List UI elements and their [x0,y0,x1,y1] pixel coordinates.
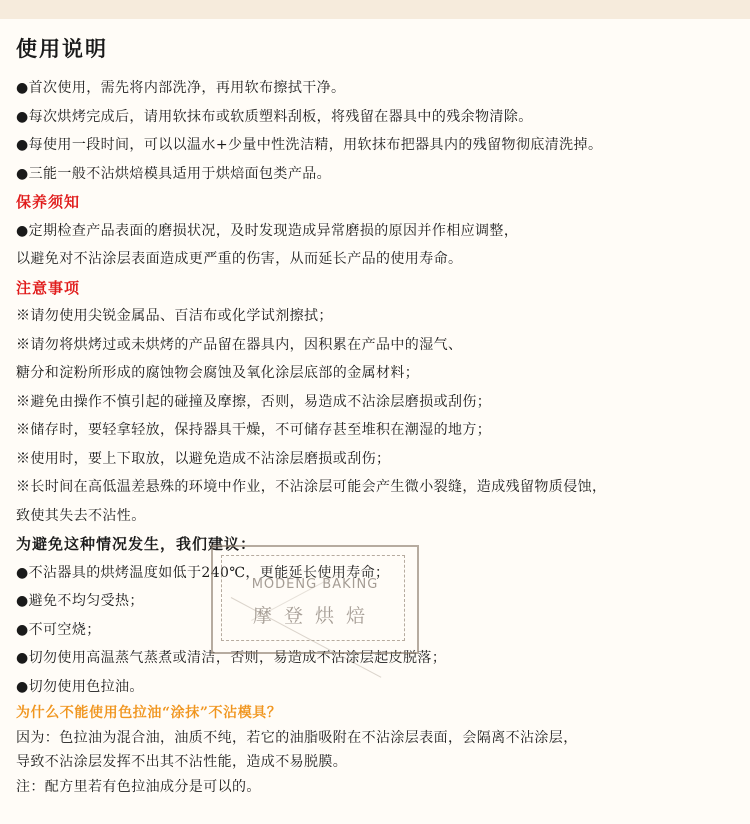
faq-answer-line: 因为：色拉油为混合油，油质不纯，若它的油脂吸附在不沾涂层表面，会隔离不沾涂层， [16,729,578,746]
advice-heading: 为避免这种情况发生，我们建议： [16,535,257,553]
watermark-english: MODENG BAKING [251,577,379,592]
notice-item: ※长时间在高低温差悬殊的环境中作业，不沾涂层可能会产生微小裂缝，造成残留物质侵蚀， [16,479,607,495]
faq-answer-line: 导致不沾涂层发挥不出其不沾性能，造成不易脱膜。 [16,754,348,770]
notice-item: ※请勿使用尖锐金属品、百洁布或化学试剂擦拭； [16,308,333,324]
watermark-chinese: 摩登烘焙 [252,605,377,627]
maintenance-section [16,217,738,274]
faq-answer-line: 注：配方里若有色拉油成分是可以的。 [16,778,261,795]
notice-item: ※储存时，要轻拿轻放，保持器具干燥，不可储存甚至堆积在潮湿的地方； [16,422,492,438]
notice-section [16,302,738,530]
faq-answer [16,726,738,800]
notice-item: 致使其失去不沾性。 [16,507,146,524]
advice-item: ●切勿使用色拉油。 [16,678,144,695]
maintenance-item: ●定期检查产品表面的磨损状况，及时发现造成异常磨损的原因并作相应调整， [16,222,519,239]
usage-item: ●三能一般不沾烘焙模具适用于烘焙面包类产品。 [16,165,332,182]
notice-item: ※避免由操作不慎引起的碰撞及摩擦，否则，易造成不沾涂层磨损或刮伤； [16,393,492,410]
usage-item: ●每次烘烤完成后，请用软抹布或软质塑料刮板，将残留在器具中的残余物清除。 [16,108,533,125]
maintenance-heading: 保养须知 [16,193,81,211]
page-title: 使用说明 [16,36,108,61]
watermark-inner-frame [221,555,405,641]
usage-item: ●每使用一段时间，可以以温水+少量中性洗洁精，用软抹布把器具内的残留物彻底清洗掉。 [16,137,603,153]
advice-item: ●避免不均匀受热； [16,593,144,609]
faq-question: 为什么不能使用色拉油“涂抹”不沾模具？ [16,705,282,721]
instructions-document [16,26,738,799]
notice-item: 糖分和淀粉所形成的腐蚀物会腐蚀及氧化涂层底部的金属材料； [16,365,420,381]
brand-watermark [211,545,419,654]
usage-item: ●首次使用，需先将内部洗净，再用软布擦拭干净。 [16,80,346,96]
top-band [0,0,750,19]
advice-item: ●不沾器具的烘烤温度如低于240℃，更能延长使用寿命； [16,564,390,581]
advice-item: ●不可空烧； [16,621,101,638]
advice-item: ●切勿使用高温蒸气蒸煮或清洁，否则，易造成不沾涂层起皮脱落； [16,650,447,666]
usage-section [16,74,738,188]
maintenance-item: 以避免对不沾涂层表面造成更严重的伤害，从而延长产品的使用寿命。 [16,251,463,267]
notice-item: ※请勿将烘烤过或未烘烤的产品留在器具内，因积累在产品中的湿气、 [16,336,463,353]
notice-heading: 注意事项 [16,278,81,297]
notice-item: ※使用时，要上下取放，以避免造成不沾涂层磨损或刮伤； [16,450,391,467]
